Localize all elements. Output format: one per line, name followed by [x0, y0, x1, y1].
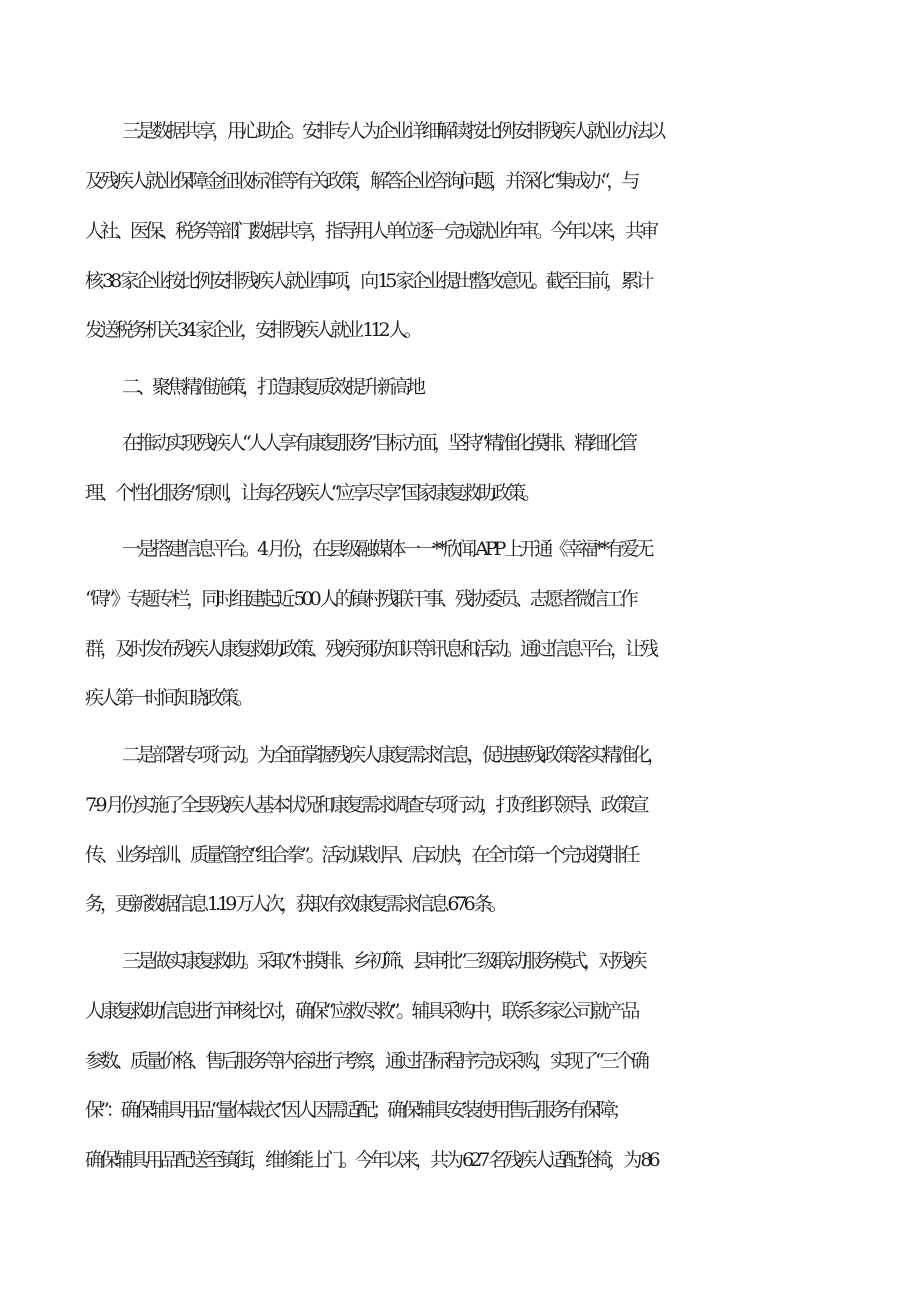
para4-line4: 务，更新数据信息 1.19 万人次，获取有效康复需求信息 676 条。: [85, 893, 504, 915]
para4-line1: 二是部署专项行动。为全面掌握残疾人康复需求信息，促进惠残政策落实精准化，: [122, 744, 663, 766]
para4-line2: 7-9 月份实施了全县残疾人基本状况和康复需求调查专项行动，打好组织领导、政策宣: [85, 794, 646, 816]
para5-line3: 参数、质量价格、售后服务等内容进行考察，通过招标程序完成采购，实现了“三个确: [85, 1050, 646, 1072]
para1-line1: 三是数据共享，用心助企。安排专人为企业详细解读按比例安排残疾人就业办法以: [122, 120, 663, 142]
para1-line5: 发送税务机关 34 家企业，安排残疾人就业 112 人。: [85, 319, 419, 341]
para2-line2: 理、个性化服务”原则，让每名残疾人“应享尽享”国家康复救助政策。: [85, 482, 538, 504]
para5-line4: 保”：确保辅具用品“量体裁衣”因人因需适配；确保辅具安装使用售后服务有保障；: [85, 1099, 628, 1121]
para1-line2: 及残疾人就业保障金征收标准等有关政策，解答企业咨询问题，并深化“集成办“，与: [85, 170, 637, 192]
para3-line1: 一是搭建信息平台。4 月份，在县级融媒体一一**欣闻 APP 上开通《幸福**有爱无: [122, 538, 651, 560]
para3-line3: 群，及时发布残疾人康复救助政策、残疾预防知识等讯息和活动。通过信息平台，让残: [85, 638, 656, 660]
para1-line3: 人社、医保、税务等部门数据共享，指导用人单位逐一完成就业年审。今年以来，共审: [85, 220, 656, 242]
para5-line5: 确保辅具用品配送至镇街，维修能上门。今年以来，共为 627 名残疾人适配轮椅，为 86: [85, 1149, 657, 1171]
para3-line4: 疾人第一时间知晓政策。: [85, 687, 251, 709]
section-heading: 二、聚焦精准施策，打造康复质效提升新高地: [122, 376, 423, 398]
para3-line2: “碍”》专题专栏，同时组建起近 500 人的镇村残联干事、残协委员、志愿者微信工作: [85, 588, 635, 610]
para4-line3: 传、业务培训、质量管控“组合拳”。活动谋划早、启动快，在全市第一个完成摸排任: [85, 844, 637, 866]
para1-line4: 核 38 家企业按比例安排残疾人就业事项，向 15 家企业提出整改意见。截至目前，累计: [85, 270, 651, 292]
para2-line1: 在推动实现残疾人“人人享有康复服务”目标方面，坚持“精准化摸排、精细化管: [122, 432, 635, 454]
para5-line1: 三是做实康复救助。采取“村摸排、乡初筛、县审批”三级联动服务模式，对残疾: [122, 950, 644, 972]
para5-line2: 人康复救助信息进行审核比对，确保“应救尽救”。辅具采购中，联系多家公司就产品: [85, 1000, 637, 1022]
